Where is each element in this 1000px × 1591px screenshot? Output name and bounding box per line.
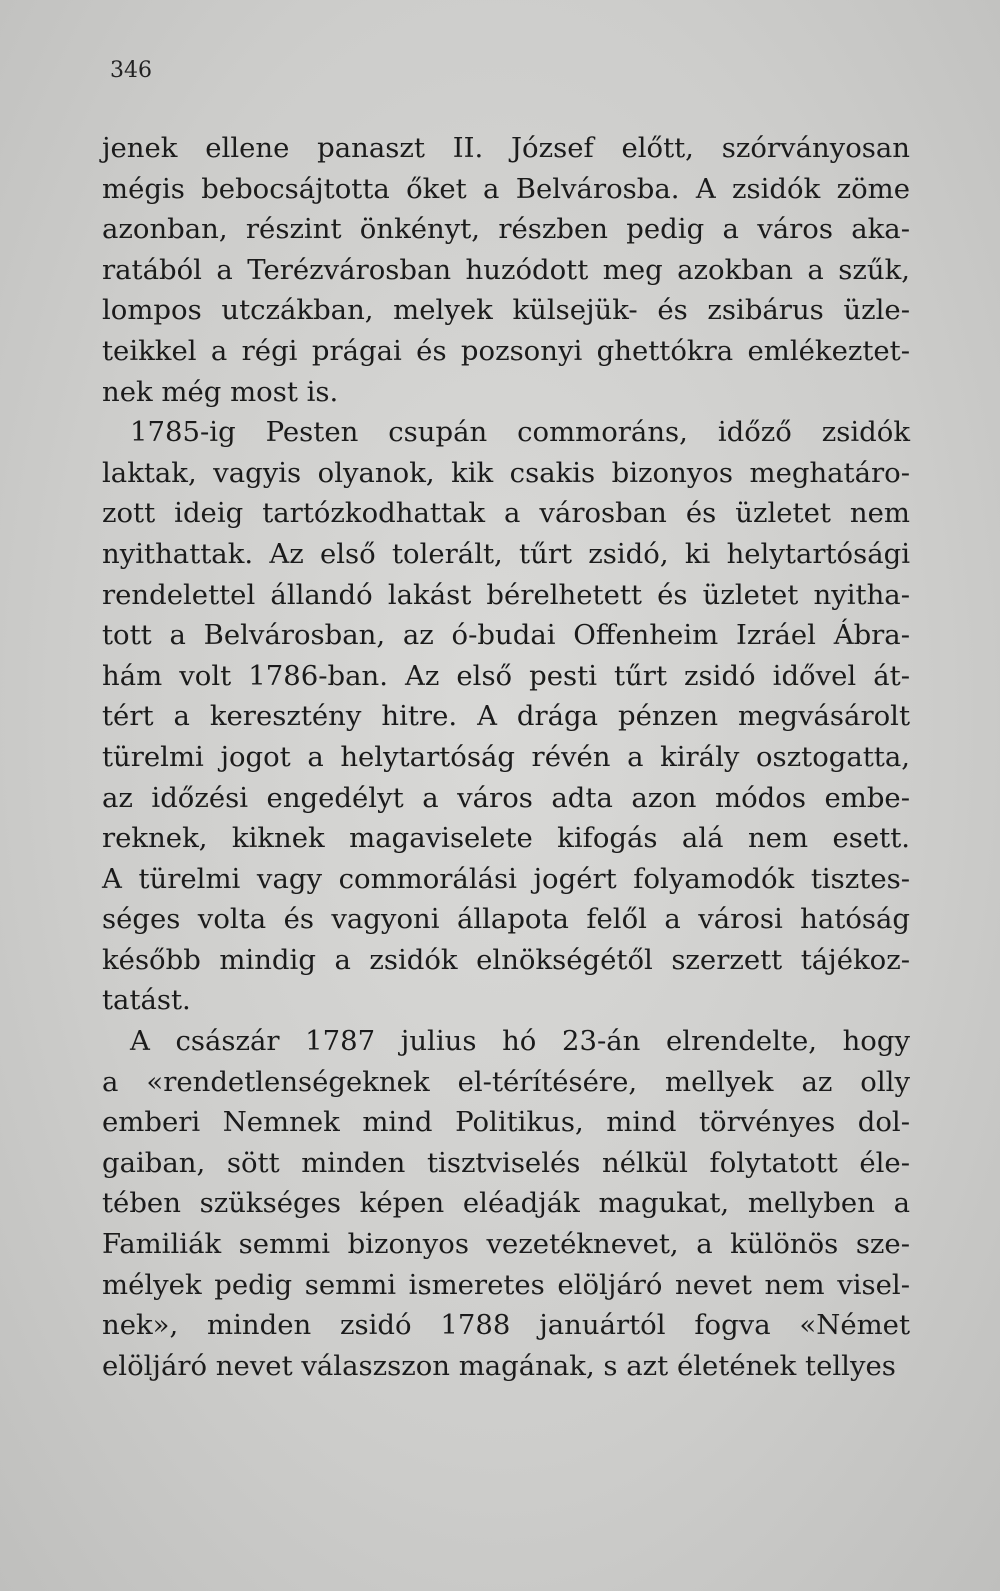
text-line: nek», minden zsidó 1788 januártól fogva «Német: [102, 1309, 910, 1342]
text-line: séges volta és vagyoni állapota felől a városi hatóság: [102, 903, 910, 936]
text-line: 1785-ig Pesten csupán commoráns, időző zsidók: [130, 416, 910, 449]
text-line: tért a keresztény hitre. A drága pénzen megvásárolt: [102, 700, 910, 733]
paragraph: [102, 1021, 910, 1386]
text-line: zott ideig tartózkodhattak a városban és üzletet nem: [102, 497, 910, 530]
text-line: lompos utczákban, melyek külsejük- és zsibárus üzle-: [102, 294, 910, 327]
text-line: nyithattak. Az első tolerált, tűrt zsidó, ki helytartósági: [102, 537, 910, 570]
text-line: ratából a Terézvárosban huzódott meg azokban a szűk,: [102, 253, 910, 286]
text-line: az időzési engedélyt a város adta azon módos embe-: [102, 781, 910, 814]
paragraph: [102, 412, 910, 1021]
text-line: türelmi jogot a helytartóság révén a király osztogatta,: [102, 740, 910, 773]
text-line: tott a Belvárosban, az ó-budai Offenheim Izráel Ábra-: [102, 619, 910, 652]
text-line: A császár 1787 julius hó 23-án elrendelte, hogy: [130, 1025, 910, 1058]
text-line: emberi Nemnek mind Politikus, mind törvényes dol-: [102, 1106, 910, 1139]
text-line: A türelmi vagy commorálási jogért folyamodók tisztes-: [102, 862, 910, 895]
page-number: 346: [110, 58, 152, 83]
text-line: a «rendetlenségeknek el-térítésére, mellyek az olly: [102, 1065, 910, 1098]
text-line: elöljáró nevet válaszszon magának, s azt életének tellyes: [102, 1349, 896, 1382]
text-line: tében szükséges képen eléadják magukat, mellyben a: [102, 1187, 910, 1220]
text-line: nek még most is.: [102, 375, 339, 408]
text-line: gaiban, sött minden tisztviselés nélkül folytatott éle-: [102, 1146, 910, 1179]
text-line: később mindig a zsidók elnökségétől szerzett tájékoz-: [102, 943, 910, 976]
text-line: rendelettel állandó lakást bérelhetett és üzletet nyitha-: [102, 578, 910, 611]
text-line: laktak, vagyis olyanok, kik csakis bizonyos meghatáro-: [102, 456, 910, 489]
text-line: hám volt 1786-ban. Az első pesti tűrt zsidó idővel át-: [102, 659, 910, 692]
text-line: azonban, részint önkényt, részben pedig a város aka-: [102, 213, 910, 246]
text-line: teikkel a régi prágai és pozsonyi ghettókra emlékeztet-: [102, 334, 910, 367]
text-line: jenek ellene panaszt II. József előtt, szórványosan: [102, 132, 910, 164]
body-text: [102, 128, 910, 1386]
text-line: mégis bebocsájtotta őket a Belvárosba. A zsidók zöme: [102, 172, 910, 205]
paragraph: [102, 128, 910, 412]
text-line: Familiák semmi bizonyos vezetéknevet, a különös sze-: [102, 1228, 910, 1261]
text-line: mélyek pedig semmi ismeretes elöljáró nevet nem visel-: [102, 1268, 910, 1301]
text-line: reknek, kiknek magaviselete kifogás alá nem esett.: [102, 822, 910, 855]
text-line: tatást.: [102, 984, 191, 1017]
